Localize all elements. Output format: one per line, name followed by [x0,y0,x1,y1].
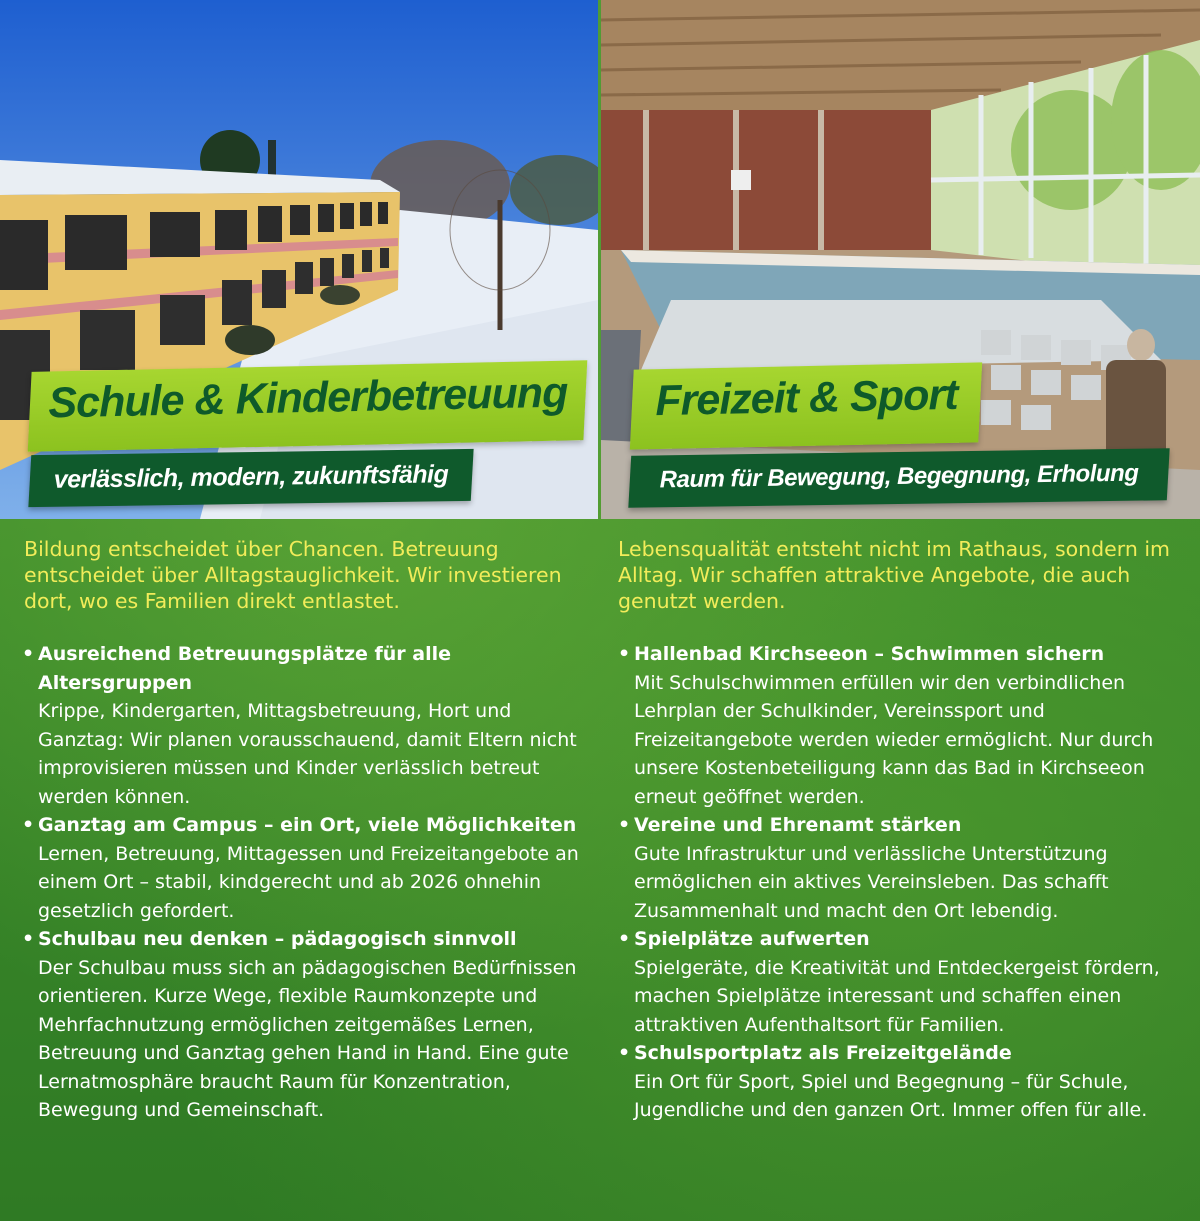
item-title: Hallenbad Kirchseeon – Schwimmen sichern [634,643,1105,665]
bullet-icon: • [22,643,35,665]
list-item [618,811,1183,925]
left-column [22,536,582,1125]
right-item-list [618,640,1183,1125]
item-title: Spielplätze aufwerten [634,928,870,950]
item-body: Der Schulbau muss sich an pädagogischen Bedürfnissen orientieren. Kurze Wege, flexible Raumkonzepte und Mehrfachnutzung ermöglichen zeitgemäßes Lernen, Betreuung und Ganztag gehen Hand in Hand. Eine gute Lernatmosphäre braucht Raum für Konzentration, Bewegung und Gemeinschaft. [38,956,577,1121]
left-subtitle-banner [28,449,473,507]
item-body: Mit Schulschwimmen erfüllen wir den verbindlichen Lehrplan der Schulkinder, Vereinssport und Freizeitangebote werden wieder ermöglicht. Nur durch unsere Kostenbeteiligung kann das Bad in Kirchseeon erneut geöffnet werden. [634,671,1154,808]
list-item [22,925,582,1125]
right-subtitle: Raum für Bewegung, Begegnung, Erholung [659,459,1139,494]
right-column [618,536,1183,1125]
item-body: Gute Infrastruktur und verlässliche Unterstützung ermöglichen ein aktives Vereinsleben. Das schafft Zusammenhalt und macht den Ort lebendig. [634,842,1109,922]
item-body: Lernen, Betreuung, Mittagessen und Freizeitangebote an einem Ort – stabil, kindgerecht und ab 2026 ohnehin gesetzlich gefordert. [38,842,579,922]
item-body: Ein Ort für Sport, Spiel und Begegnung – für Schule, Jugendliche und den ganzen Ort. Immer offen für alle. [634,1070,1148,1121]
list-item [618,640,1183,811]
item-body: Krippe, Kindergarten, Mittagsbetreuung, Hort und Ganztag: Wir planen vorausschauend, damit Eltern nicht improvisieren müssen und Kinder verlässlich betreut werden können. [38,700,577,808]
item-title: Ausreichend Betreuungsplätze für alle Altersgruppen [38,643,452,694]
left-title: Schule & Kinderbetreuung [47,368,568,428]
item-title: Vereine und Ehrenamt stärken [634,814,962,836]
list-item [618,925,1183,1039]
list-item [618,1039,1183,1125]
right-subtitle-banner [628,448,1169,508]
bullet-icon: • [22,814,35,836]
left-title-banner [28,360,588,452]
right-title-banner [630,362,982,449]
list-item [22,640,582,811]
list-item [22,811,582,925]
right-intro: Lebensqualität entsteht nicht im Rathaus, sondern im Alltag. Wir schaffen attraktive Angebote, die auch genutzt werden. [618,537,1171,613]
item-body: Spielgeräte, die Kreativität und Entdeckergeist fördern, machen Spielplätze interessant und schaffen einen attraktiven Aufenthaltsort für Familien. [634,956,1160,1036]
bullet-icon: • [618,643,631,665]
bullet-icon: • [618,928,631,950]
bullet-icon: • [22,928,35,950]
right-title: Freizeit & Sport [654,370,958,426]
item-title: Schulbau neu denken – pädagogisch sinnvoll [38,928,517,950]
left-item-list [22,640,582,1125]
left-intro: Bildung entscheidet über Chancen. Betreuung entscheidet über Alltagstauglichkeit. Wir investieren dort, wo es Familien direkt entlastet. [24,537,562,613]
bullet-icon: • [618,814,631,836]
bullet-icon: • [618,1042,631,1064]
item-title: Ganztag am Campus – ein Ort, viele Möglichkeiten [38,814,577,836]
left-subtitle: verlässlich, modern, zukunftsfähig [53,460,449,494]
item-title: Schulsportplatz als Freizeitgelände [634,1042,1012,1064]
